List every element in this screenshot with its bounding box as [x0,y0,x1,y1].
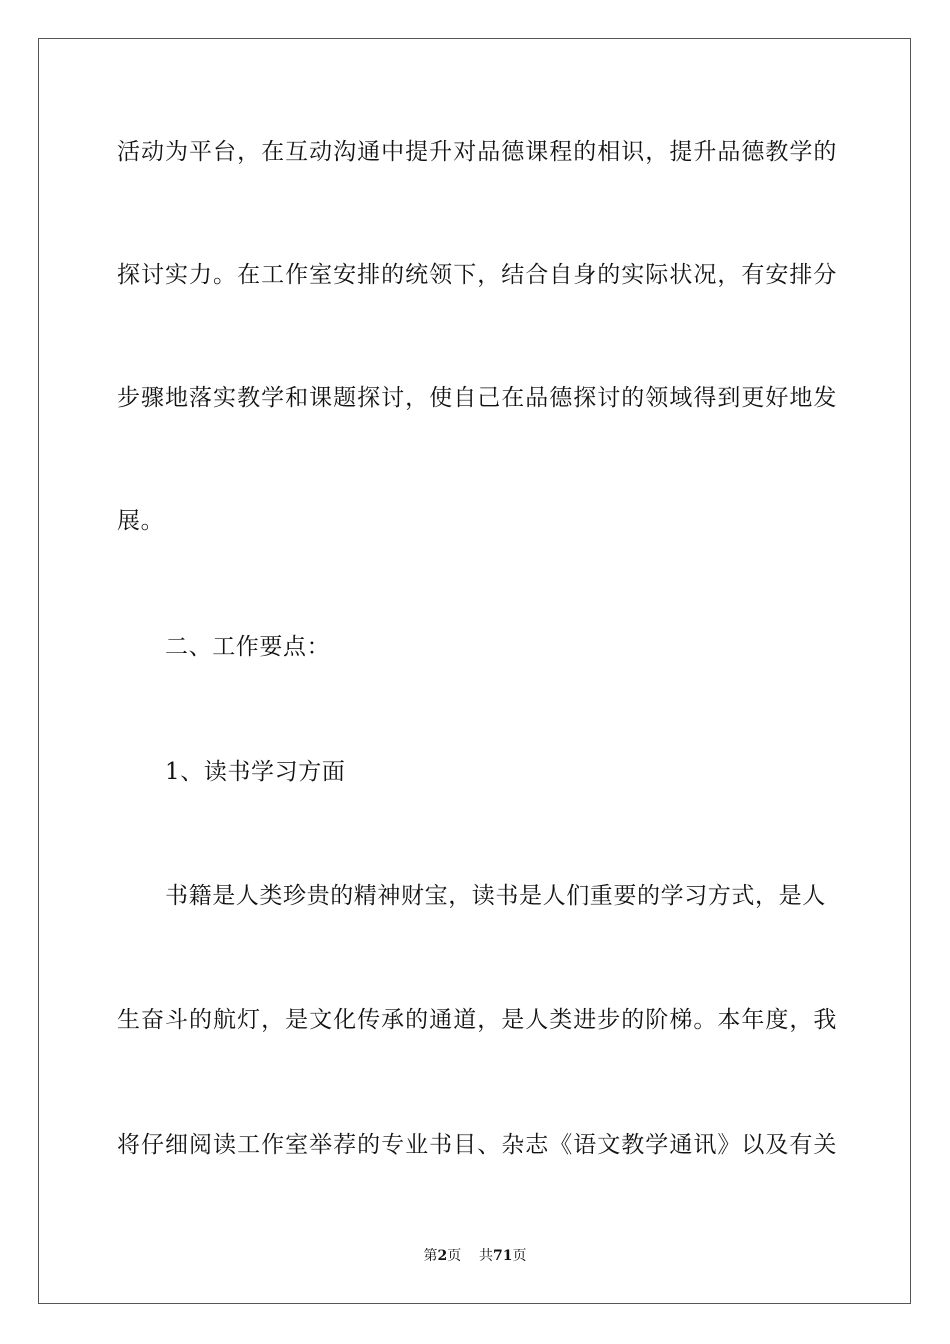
body-text-line: 活动为平台，在互动沟通中提升对品德课程的相识，提升品德教学的 [117,139,837,165]
body-text-line: 生奋斗的航灯，是文化传承的通道，是人类进步的阶梯。本年度，我 [117,1007,837,1033]
body-text-line: 将仔细阅读工作室举荐的专业书目、杂志《语文教学通讯》以及有关 [117,1132,837,1158]
body-text-line: 书籍是人类珍贵的精神财宝，读书是人们重要的学习方式，是人 [165,883,826,909]
page-label-suffix: 页 [447,1248,462,1264]
body-text-line: 探讨实力。在工作室安排的统领下，结合自身的实际状况，有安排分 [117,262,837,288]
total-label-prefix: 共 [479,1248,494,1264]
page-label-prefix: 第 [423,1248,438,1264]
body-text-line: 展。 [117,508,165,534]
subsection-heading: 1、读书学习方面 [165,759,346,785]
total-pages: 71 [493,1248,513,1264]
page-footer [0,1247,950,1265]
section-heading: 二、工作要点： [165,634,331,660]
body-text-line: 步骤地落实教学和课题探讨，使自己在品德探讨的领域得到更好地发 [117,385,837,411]
total-label-suffix: 页 [512,1248,527,1264]
page-number: 2 [437,1248,448,1264]
page-border [38,38,911,1304]
